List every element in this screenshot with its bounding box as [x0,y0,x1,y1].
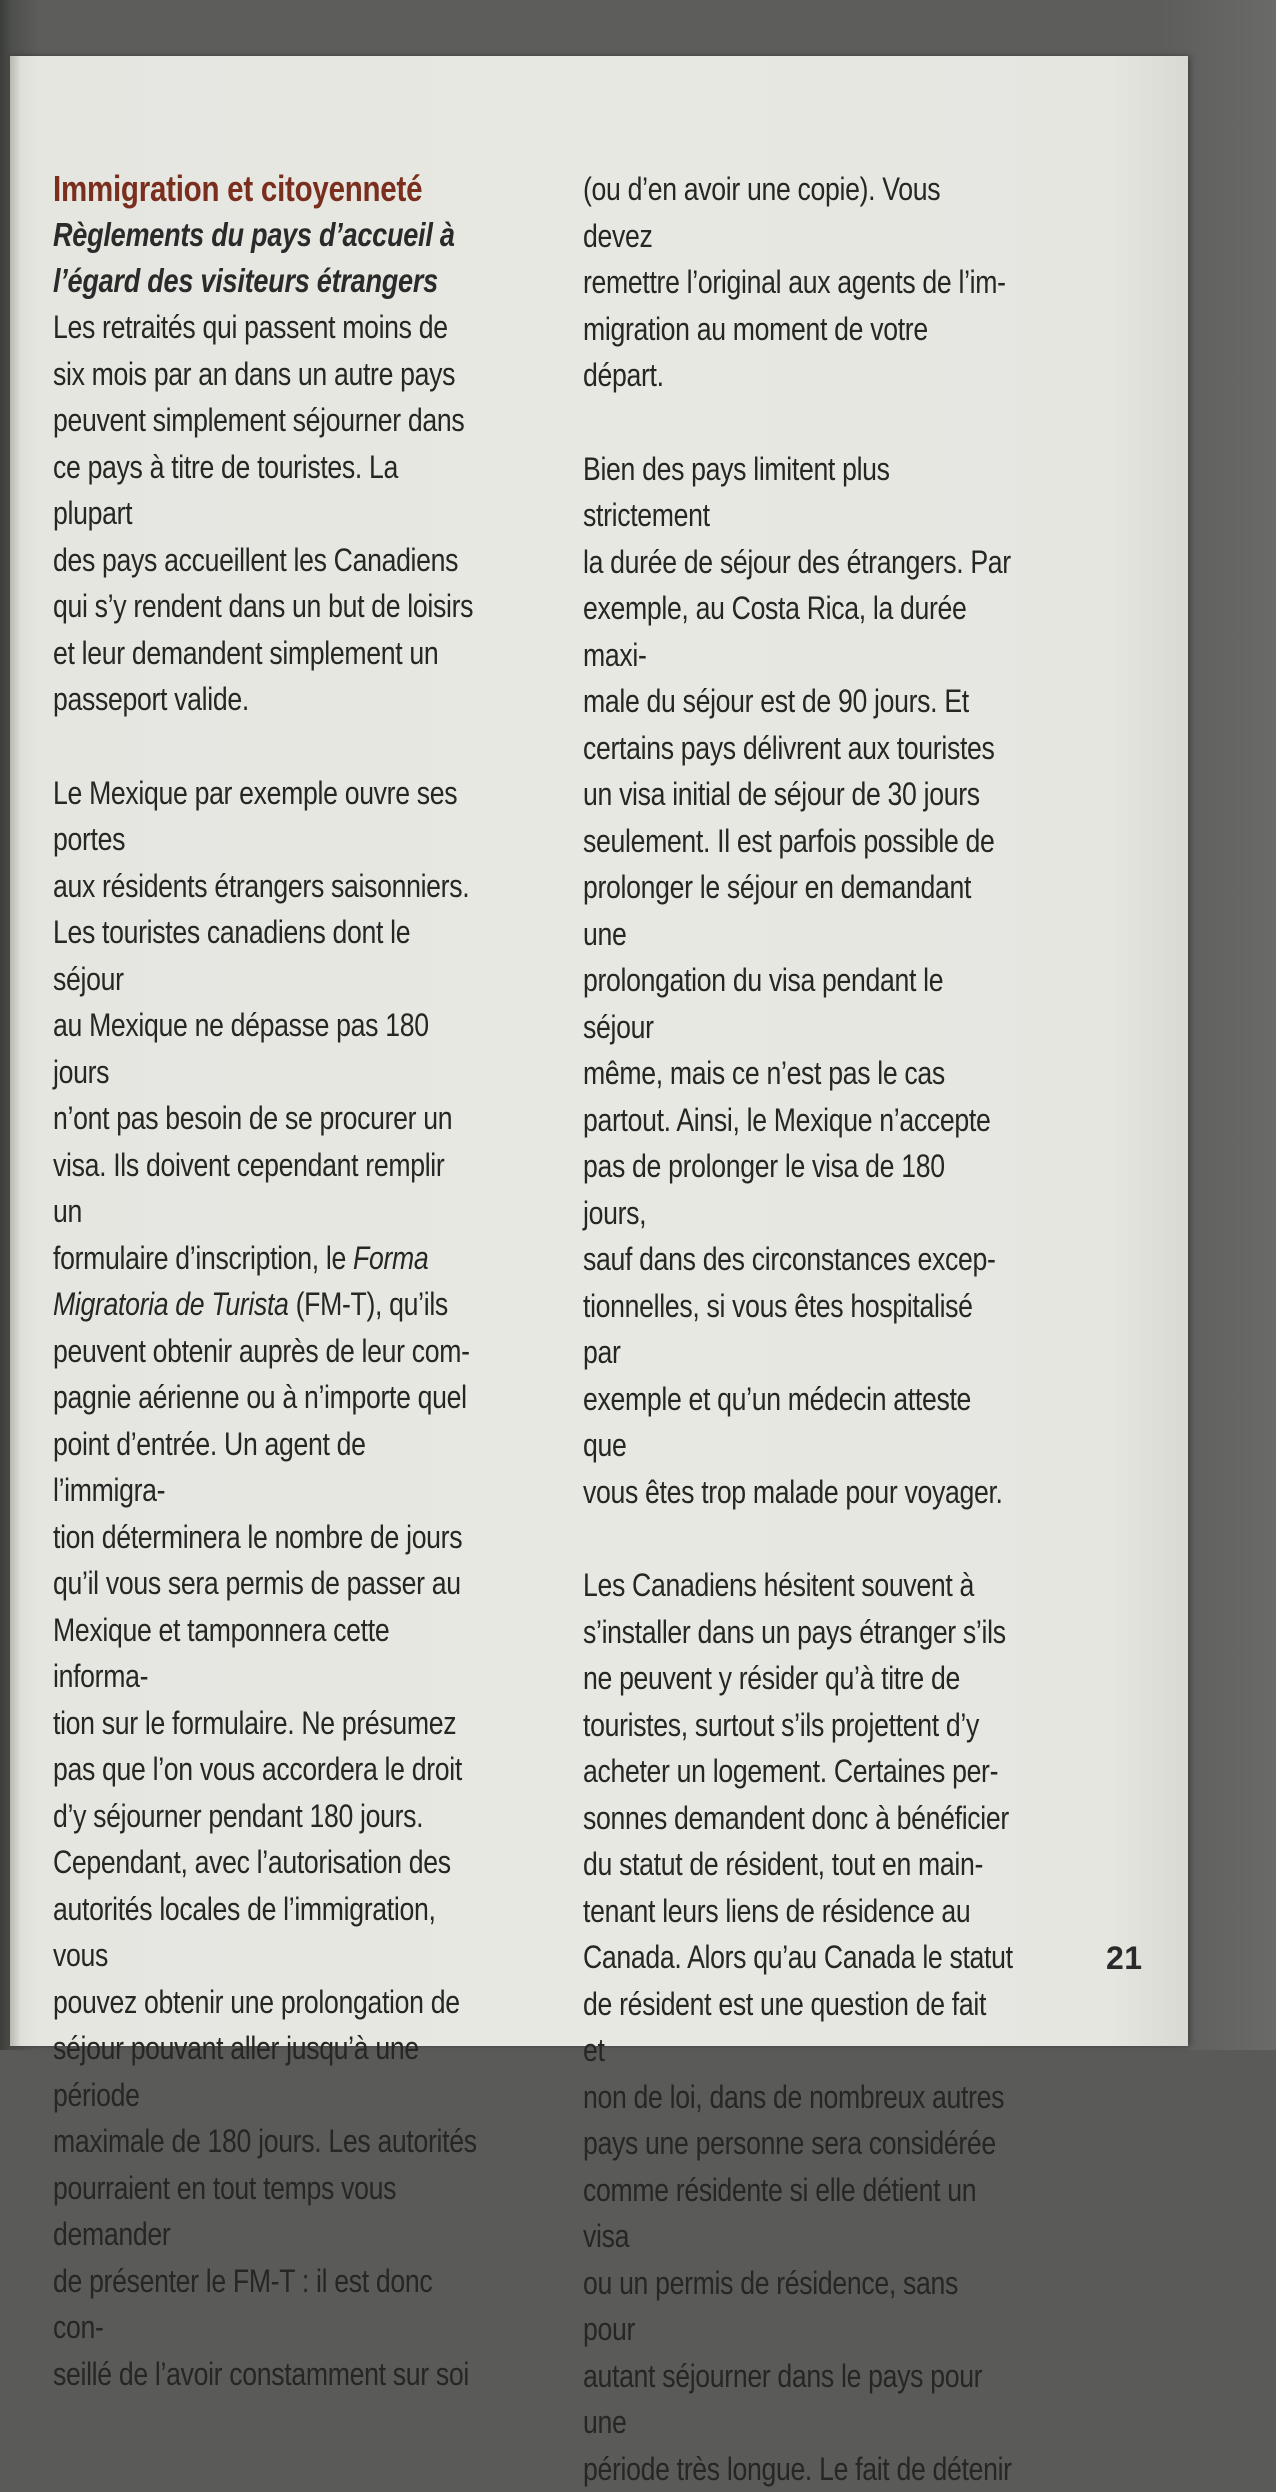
section-title: Immigration et citoyenneté [53,168,423,209]
document-page [10,56,1188,2487]
page-number: 21 [1106,1940,1143,1976]
left-paragraph-2 [53,770,479,2398]
left-paragraph-2-text-a: Le Mexique par exemple ouvre ses portes aux résidents étrangers saisonniers. Les touristes canadiens dont le séjour au Mexique ne dépasse pas 180 jours n’ont pas besoin de se procurer un visa. Ils doivent cependant remplir un formulaire d’inscription, le [53,774,470,1276]
subsection-title: Règlements du pays d’accueil à l’égard des visiteurs étrangers [53,216,455,299]
page-edge [10,56,20,2046]
right-paragraph-3: Les Canadiens hésitent souvent à s’installer dans un pays étranger s’ils ne peuvent y résider qu’à titre de touristes, surtout s’ils projettent d’y acheter un logement. Certaines per- sonnes demandent donc à bénéficier du statut de résident, tout en main- tenant leurs liens de résidence au Canada. Alors qu’au Canada le statut de résident est une question de fait et non de loi, dans de nombreux autres pays une personne sera considérée comme résidente si elle détient un visa ou un permis de résidence, sans pour autant séjourner dans le pays pour une période très longue. Le fait de détenir [583,1567,1013,2487]
left-paragraph-2-text-b: (FM-T), qu’ils peuvent obtenir auprès de leur com- pagnie aérienne ou à n’importe quel point d’entrée. Un agent de l’immigra- tion déterminera le nombre de jours qu’il vous sera permis de passer au Mexique et tamponnera cette informa- tion sur le formulaire. Ne présumez pas que l’on vous accordera le droit d’y séjourner pendant 180 jours. Cependant, avec l’autorisation des autorités locales de l’immigration, vous pouvez obtenir une prolongation de séjour pouvant aller jusqu’à une période maximale de 180 jours. Les autorités pourraient en tout temps vous demander de présenter le FM-T : il est donc con- seillé de l’avoir constamment sur soi [53,1286,477,2392]
left-paragraph-1: Les retraités qui passent moins de six mois par an dans un autre pays peuvent simplement séjourner dans ce pays à titre de touristes. La plupart des pays accueillent les Canadiens qui s’y rendent dans un but de loisirs et leur demandent simplement un passeport valide. [53,309,474,717]
right-paragraph-1: (ou d’en avoir une copie). Vous devez remettre l’original aux agents de l’im- migration au moment de votre départ. [583,171,1006,393]
left-paragraph-2-italic-title: Forma Migratoria de Turista [53,1239,429,1322]
left-column [53,166,479,2397]
right-paragraph-2: Bien des pays limitent plus strictement la durée de séjour des étrangers. Par exemple, au Costa Rica, la durée maxi- male du séjour est de 90 jours. Et certains pays délivrent aux touristes un visa initial de séjour de 30 jours seulement. Il est parfois possible de prolonger le séjour en demandant une prolongation du visa pendant le séjour même, mais ce n’est pas le cas partout. Ainsi, le Mexique n’accepte pas de prolonger le visa de 180 jours, sauf dans des circonstances excep- tionnelles, si vous êtes hospitalisé par exemple et qu’un médecin atteste que vous êtes trop malade pour voyager. [583,450,1011,1510]
right-column [583,166,1014,2492]
